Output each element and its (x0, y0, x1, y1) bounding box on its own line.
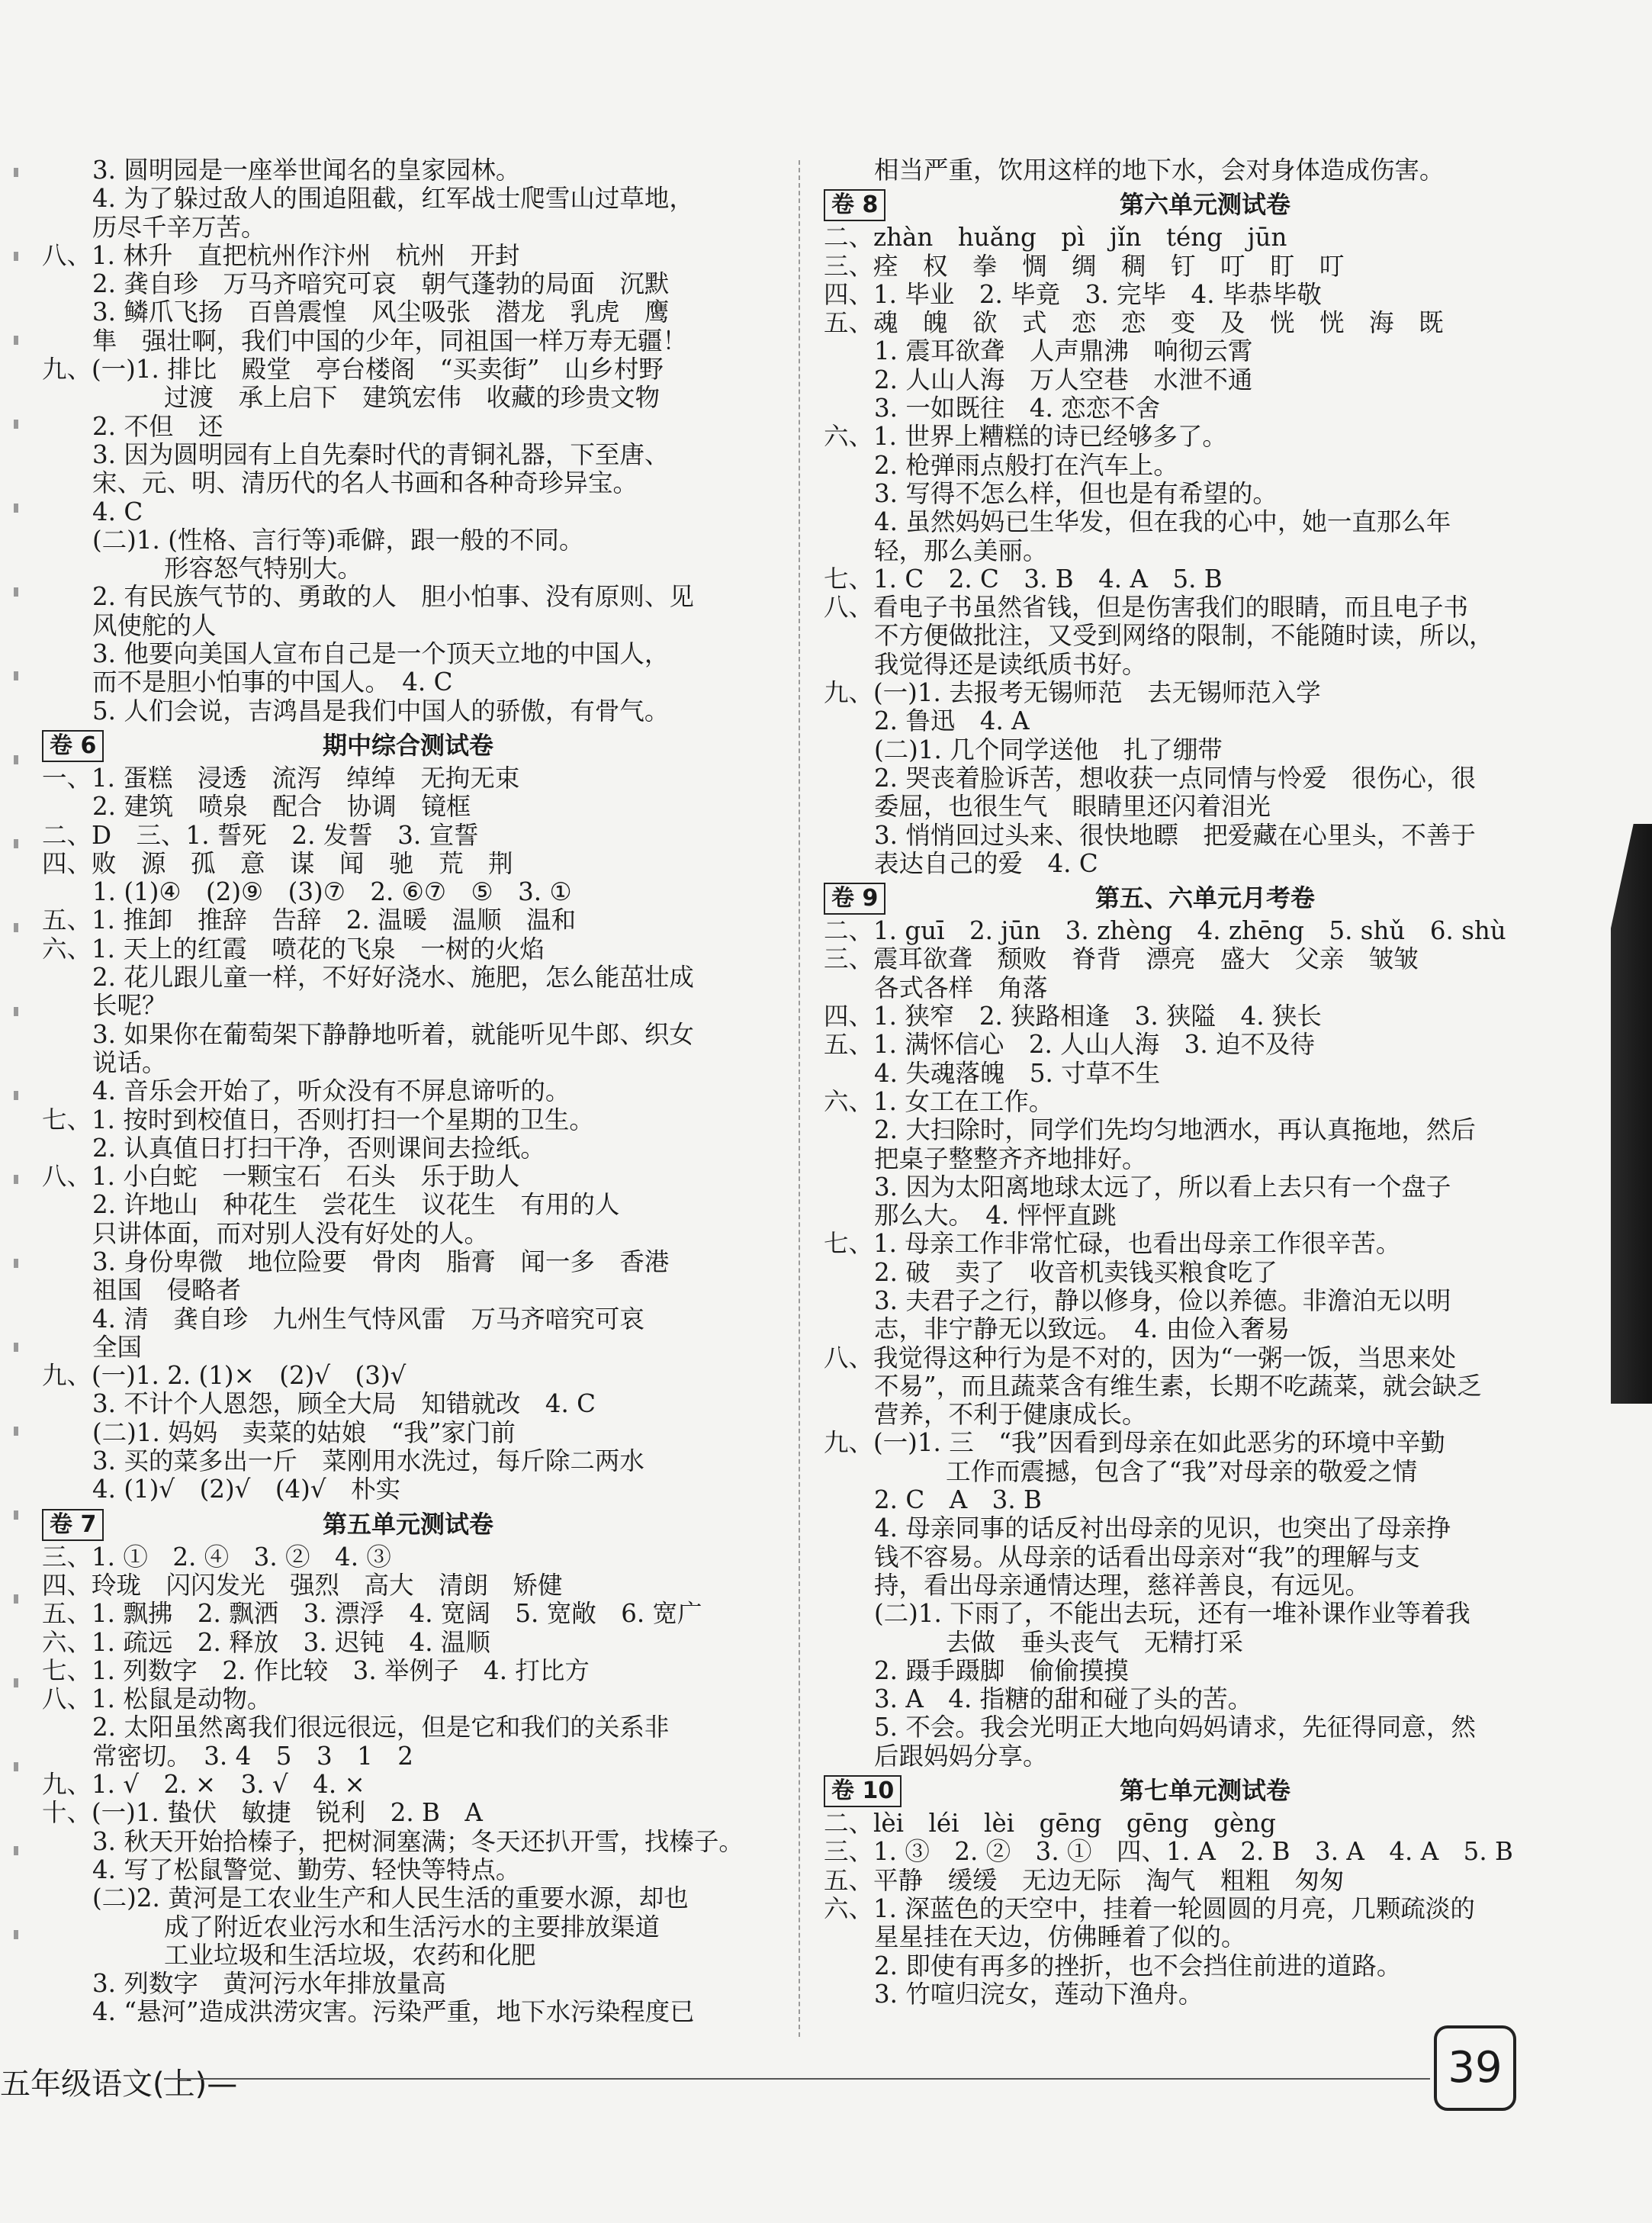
answer-line: 4. 母亲同事的话反衬出母亲的见识，也突出了母亲挣 (874, 1514, 1451, 1543)
answer-line: 那么大。 4. 怦怦直跳 (874, 1201, 1117, 1231)
answer-line: 四、败 源 孤 意 谋 闻 驰 荒 荆 (42, 848, 513, 878)
answer-line: 六、1. 深蓝色的天空中，挂着一轮圆圆的月亮，几颗疏淡的 (824, 1893, 1475, 1923)
answer-line: 八、我觉得这种行为是不对的，因为“一粥一饭，当思来处 (824, 1343, 1457, 1372)
answer-line: 不方便做批注，又受到网络的限制，不能随时读，所以， (874, 621, 1494, 651)
answer-line: 4. 音乐会开始了，听众没有不屏息谛听的。 (92, 1076, 570, 1106)
answer-line: 委屈，也很生气 眼睛里还闪着泪光 (874, 792, 1271, 822)
answer-line: 3. 列数字 黄河污水年排放量高 (92, 1969, 446, 1999)
answer-line: 六、1. 世界上糟糕的诗已经够多了。 (824, 422, 1227, 452)
answer-line: 隼 强壮啊，我们中国的少年，同祖国一样万寿无疆！ (92, 326, 688, 355)
answer-line: 二、D 三、1. 誓死 2. 发誓 3. 宣誓 (42, 820, 479, 850)
answer-line: 5. 人们会说，吉鸿昌是我们中国人的骄傲，有骨气。 (92, 696, 670, 725)
answer-line: 宋、元、明、清历代的名人书画和各种奇珍异宝。 (92, 468, 638, 498)
answer-line: 七、1. 母亲工作非常忙碌，也看出母亲工作很辛苦。 (824, 1229, 1401, 1259)
answer-line: 五、1. 飘拂 2. 飘洒 3. 漂浮 4. 宽阔 5. 宽敞 6. 宽广 (42, 1599, 702, 1629)
answer-line: 九、(一)1. 排比 殿堂 亭台楼阁 “买卖街” 山乡村野 (42, 355, 664, 384)
section-title: 第六单元测试卷 (1119, 190, 1290, 220)
footer-rule (164, 2078, 1430, 2080)
right-column (824, 156, 1586, 2009)
answer-line: (二)1. 几个同学送他 扎了绷带 (874, 735, 1223, 764)
answer-line: 星星挂在天边，仿佛睡着了似的。 (874, 1922, 1246, 1952)
paper-number-badge: 卷 6 (42, 730, 104, 762)
answer-line: 3. 秋天开始拾榛子，把树洞塞满；冬天还扒开雪，找榛子。 (92, 1826, 744, 1856)
answer-line: 2. 破 卖了 收音机卖钱买粮食吃了 (874, 1257, 1278, 1287)
answer-line: 二、zhàn huǎng pì jǐn téng jūn (824, 223, 1287, 253)
answer-line: 五、魂 魄 欲 式 恋 恋 变 及 恍 恍 海 既 (824, 308, 1444, 338)
answer-line: 3. 身份卑微 地位险要 骨肉 脂膏 闻一多 香港 (92, 1247, 670, 1276)
answer-line: 2. 许地山 种花生 尝花生 议花生 有用的人 (92, 1190, 620, 1220)
answer-line: 3. A 4. 指糖的甜和碰了头的苦。 (874, 1684, 1253, 1714)
answer-line: 去做 垂头丧气 无精打采 (946, 1627, 1244, 1657)
answer-line: 志，非宁静无以致远。 4. 由俭入奢易 (874, 1314, 1290, 1344)
answer-line: 八、看电子书虽然省钱，但是伤害我们的眼睛，而且电子书 (824, 593, 1469, 623)
answer-line: (二)1. (性格、言行等)乖僻，跟一般的不同。 (92, 525, 584, 555)
answer-line: (二)1. 下雨了，不能出去玩，还有一堆补课作业等着我 (874, 1599, 1470, 1629)
answer-line: 六、1. 疏远 2. 释放 3. 迟钝 4. 温顺 (42, 1627, 490, 1657)
answer-line: 3. 因为太阳离地球太远了，所以看上去只有一个盘子 (874, 1172, 1451, 1202)
answer-line: 3. 夫君子之行，静以修身，俭以养德。非澹泊无以明 (874, 1285, 1451, 1315)
answer-line: 风使舵的人 (92, 610, 217, 640)
section-header (42, 1507, 774, 1541)
answer-line: 2. 即使有再多的挫折，也不会挡住前进的道路。 (874, 1951, 1402, 1980)
answer-line: 后跟妈妈分享。 (874, 1741, 1048, 1771)
answer-line: 3. 圆明园是一座举世闻名的皇家园林。 (92, 156, 521, 185)
section-header (824, 881, 1586, 915)
section-header (42, 729, 774, 762)
section-header (824, 188, 1586, 221)
left-column (42, 156, 774, 2027)
answer-line: 七、1. 按时到校值日，否则打扫一个星期的卫生。 (42, 1105, 594, 1134)
answer-line: 二、1. guī 2. jūn 3. zhèng 4. zhēng 5. shǔ 6. shù (824, 916, 1506, 946)
answer-line: 3. 写得不怎么样，但也是有希望的。 (874, 478, 1278, 508)
answer-line: 3. 一如既往 4. 恋恋不舍 (874, 394, 1161, 423)
answer-line: 我觉得还是读纸质书好。 (874, 649, 1147, 679)
answer-line: 祖国 侵略者 (92, 1276, 242, 1305)
answer-line: 钱不容易。从母亲的话看出母亲对“我”的理解与支 (874, 1542, 1420, 1572)
answer-line: 八、1. 松鼠是动物。 (42, 1684, 272, 1714)
answer-line: 工业垃圾和生活垃圾，农药和化肥 (164, 1940, 536, 1970)
paper-number-badge: 卷 10 (824, 1775, 902, 1807)
answer-line: 九、(一)1. 2. (1)× (2)√ (3)√ (42, 1361, 407, 1391)
answer-line: 2. 建筑 喷泉 配合 协调 镜框 (92, 792, 471, 822)
answer-line: 九、(一)1. 三 “我”因看到母亲在如此恶劣的环境中辛勤 (824, 1428, 1445, 1458)
answer-line: 三、1. ① 2. ④ 3. ② 4. ③ (42, 1542, 391, 1572)
answer-line: 相当严重，饮用这样的地下水，会对身体造成伤害。 (874, 156, 1445, 185)
answer-line: 十、(一)1. 蛰伏 敏捷 锐利 2. B A (42, 1798, 483, 1828)
answer-line: 2. 花儿跟儿童一样，不好好浇水、施肥，怎么能茁壮成 (92, 963, 694, 992)
answer-line: 四、1. 毕业 2. 毕竟 3. 完毕 4. 毕恭毕敬 (824, 279, 1322, 309)
answer-line: 2. 枪弹雨点般打在汽车上。 (874, 450, 1178, 480)
answer-line: 3. 竹喧归浣女，莲动下渔舟。 (874, 1979, 1204, 2009)
answer-line: 四、1. 狭窄 2. 狭路相逢 3. 狭隘 4. 狭长 (824, 1002, 1322, 1031)
answer-line: 五、1. 推卸 推辞 告辞 2. 温暖 温顺 温和 (42, 906, 577, 935)
answer-line: 2. 鲁迅 4. A (874, 706, 1030, 736)
section-title: 第五、六单元月考卷 (1094, 883, 1315, 913)
page-edge-tab (1611, 824, 1652, 1404)
answer-line: 三、震耳欲聋 颓败 脊背 漂亮 盛大 父亲 皱皱 (824, 944, 1419, 974)
section-title: 第七单元测试卷 (1119, 1776, 1290, 1806)
answer-line: 4. “悬河”造成洪涝灾害。污染严重，地下水污染程度已 (92, 1997, 695, 2027)
answer-line: 二、lèi léi lèi gēng gēng gèng (824, 1809, 1276, 1839)
answer-line: 4. 虽然妈妈已生华发，但在我的心中，她一直那么年 (874, 507, 1451, 537)
answer-line: 不易”，而且蔬菜含有维生素，长期不吃蔬菜，就会缺乏 (874, 1371, 1482, 1401)
answer-line: (二)2. 黄河是工农业生产和人民生活的重要水源，却也 (92, 1884, 689, 1913)
answer-line: 说话。 (92, 1047, 167, 1077)
answer-line: 八、1. 小白蛇 一颗宝石 石头 乐于助人 (42, 1162, 520, 1192)
answer-line: 2. 认真值日打扫干净，否则课间去捡纸。 (92, 1133, 545, 1163)
answer-line: 六、1. 女工在工作。 (824, 1086, 1054, 1116)
section-title: 期中综合测试卷 (322, 730, 493, 760)
answer-line: 3. 鳞爪飞扬 百兽震惶 风尘吸张 潜龙 乳虎 鹰 (92, 298, 670, 327)
answer-line: 5. 不会。我会光明正大地向妈妈请求，先征得同意，然 (874, 1713, 1476, 1742)
section-header (824, 1774, 1586, 1807)
answer-line: 4. 为了躲过敌人的围追阻截，红军战士爬雪山过草地， (92, 184, 694, 214)
page-footer (0, 2060, 237, 2103)
answer-line: 2. 龚自珍 万马齐喑究可哀 朝气蓬勃的局面 沉默 (92, 269, 670, 299)
answer-line: 全国 (92, 1332, 143, 1362)
answer-line: 三、1. ③ 2. ② 3. ① 四、1. A 2. B 3. A 4. A 5. B (824, 1837, 1513, 1867)
answer-line: 五、平静 缓缓 无边无际 淘气 粗粗 匆匆 (824, 1865, 1345, 1895)
answer-line: 3. 悄悄回过头来、很快地瞟 把爱藏在心里头，不善于 (874, 820, 1476, 850)
answer-line: 成了附近农业污水和生活污水的主要排放渠道 (164, 1912, 660, 1942)
answer-line: 2. 不但 还 (92, 411, 223, 441)
paper-number-badge: 卷 7 (42, 1509, 104, 1541)
answer-line: 2. 大扫除时，同学们先均匀地洒水，再认真拖地，然后 (874, 1115, 1476, 1145)
answer-line: 4. 写了松鼠警觉、勤劳、轻快等特点。 (92, 1855, 521, 1884)
answer-line: 2. 太阳虽然离我们很远很远，但是它和我们的关系非 (92, 1713, 670, 1742)
answer-line: 3. 因为圆明园有上自先秦时代的青铜礼器，下至唐、 (92, 439, 670, 469)
column-divider (799, 160, 800, 2037)
answer-line: 表达自己的爱 4. C (874, 848, 1098, 878)
answer-line: 历尽千辛万苦。 (92, 212, 266, 242)
answer-line: 2. 有民族气节的、勇敢的人 胆小怕事、没有原则、见 (92, 582, 694, 612)
answer-line: 2. C A 3. B (874, 1485, 1042, 1515)
answer-line: 2. 蹑手蹑脚 偷偷摸摸 (874, 1655, 1129, 1685)
answer-line: 4. 清 龚自珍 九州生气恃风雷 万马齐喑究可哀 (92, 1304, 644, 1333)
answer-line: 各式各样 角落 (874, 973, 1048, 1002)
answer-line: 营养，不利于健康成长。 (874, 1400, 1147, 1430)
answer-line: 九、(一)1. 去报考无锡师范 去无锡师范入学 (824, 678, 1321, 708)
answer-line: 1. (1)④ (2)⑨ (3)⑦ 2. ⑥⑦ ⑤ 3. ① (92, 877, 572, 907)
section-title: 第五单元测试卷 (322, 1509, 493, 1539)
answer-line: 2. 人山人海 万人空巷 水泄不通 (874, 365, 1253, 394)
answer-line: 七、1. C 2. C 3. B 4. A 5. B (824, 564, 1223, 594)
answer-line: 1. 震耳欲聋 人声鼎沸 响彻云霄 (874, 336, 1253, 366)
answer-line: 工作而震撼，包含了“我”对母亲的敬爱之情 (946, 1456, 1418, 1486)
answer-line: 只讲体面，而对别人没有好处的人。 (92, 1218, 490, 1248)
answer-line: 而不是胆小怕事的中国人。 4. C (92, 668, 453, 697)
answer-line: 3. 他要向美国人宣布自己是一个顶天立地的中国人， (92, 639, 670, 669)
answer-line: 4. 失魂落魄 5. 寸草不生 (874, 1058, 1161, 1088)
answer-line: 3. 如果你在葡萄架下静静地听着，就能听见牛郎、织女 (92, 1019, 694, 1049)
answer-line: 九、1. √ 2. × 3. √ 4. × (42, 1770, 365, 1800)
answer-line: 持，看出母亲通情达理，慈祥善良，有远见。 (874, 1570, 1371, 1600)
answer-line: 五、1. 满怀信心 2. 人山人海 3. 迫不及待 (824, 1030, 1316, 1060)
page-number: 39 (1434, 2025, 1516, 2111)
answer-line: 八、1. 林升 直把杭州作汴州 杭州 开封 (42, 240, 520, 270)
answer-line: 3. 买的菜多出一斤 菜刚用水洗过，每斤除二两水 (92, 1446, 644, 1476)
answer-line: 3. 不计个人恩怨，顾全大局 知错就改 4. C (92, 1389, 596, 1419)
answer-line: 把桌子整整齐齐地排好。 (874, 1144, 1147, 1173)
paper-number-badge: 卷 9 (824, 883, 885, 915)
answer-line: 4. (1)√ (2)√ (4)√ 朴实 (92, 1475, 401, 1504)
answer-line: 过渡 承上启下 建筑宏伟 收藏的珍贵文物 (164, 383, 660, 413)
paper-number-badge: 卷 8 (824, 189, 885, 221)
binding-margin-marks (14, 168, 18, 2014)
answer-line: 七、1. 列数字 2. 作比较 3. 举例子 4. 打比方 (42, 1655, 590, 1685)
answer-line: 形容怒气特别大。 (164, 554, 363, 584)
answer-line: 4. C (92, 497, 143, 526)
answer-line: 长呢？ (92, 991, 167, 1021)
answer-line: 六、1. 天上的红霞 喷花的飞泉 一树的火焰 (42, 934, 545, 964)
answer-line: 三、痊 权 拳 惆 绸 稠 钉 叮 盯 叮 (824, 251, 1345, 281)
answer-line: 2. 哭丧着脸诉苦，想收获一点同情与怜爱 很伤心，很 (874, 763, 1476, 793)
book-title: 五年级语文(上)— (0, 2067, 238, 2102)
answer-line: 四、玲珑 闪闪发光 强烈 高大 清朗 矫健 (42, 1570, 563, 1600)
answer-line: 轻，那么美丽。 (874, 536, 1048, 565)
answer-line: (二)1. 妈妈 卖菜的姑娘 “我”家门前 (92, 1417, 516, 1447)
answer-line: 一、1. 蛋糕 浸透 流泻 绰绰 无拘无束 (42, 763, 520, 793)
answer-line: 常密切。 3. 4 5 3 1 2 (92, 1741, 413, 1771)
